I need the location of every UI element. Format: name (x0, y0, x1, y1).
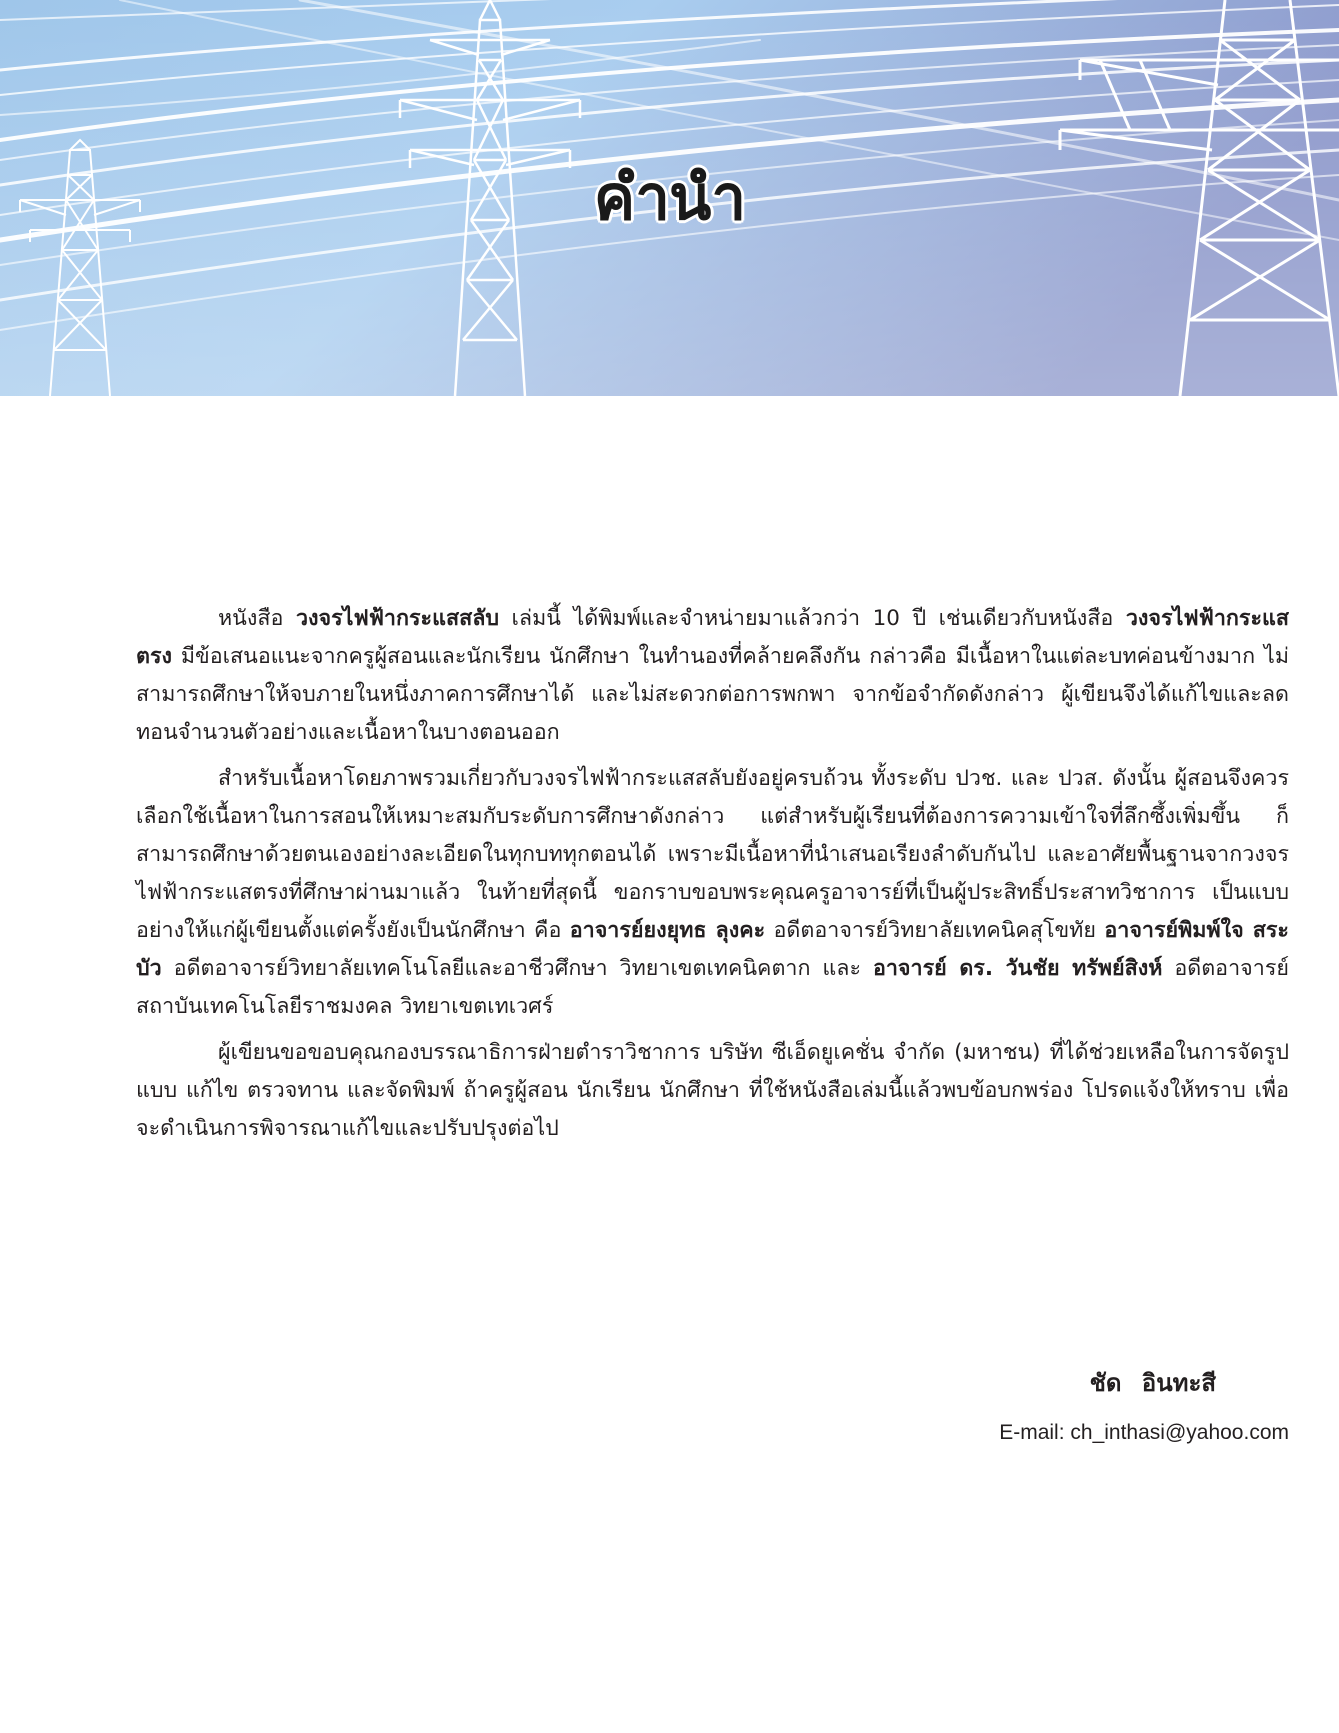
paragraph-2: สำหรับเนื้อหาโดยภาพรวมเกี่ยวกับวงจรไฟฟ้ากระแสสลับยังอยู่ครบถ้วน ทั้งระดับ ปวช. และ ปวส. ดังนั้น ผู้สอนจึงควรเลือกใช้เนื้อหาในการสอนให้เหมาะสมกับระดับการศึกษาดังกล่าว แต่สำหรับผู้เรียนที่ต้องการความเข้าใจที่ลึกซึ้งเพิ่มขึ้น ก็สามารถศึกษาด้วยตนเองอย่างละเอียดในทุกบททุกตอนได้ เพราะมีเนื้อหาที่นำเสนอเรียงลำดับกันไป และอาศัยพื้นฐานจากวงจรไฟฟ้ากระแสตรงที่ศึกษาผ่านมาแล้ว ในท้ายที่สุดนี้ ขอกราบขอบพระคุณครูอาจารย์ที่เป็นผู้ประสิทธิ์ประสาทวิชาการ เป็นแบบอย่างให้แก่ผู้เขียนตั้งแต่ครั้งยังเป็นนักศึกษา คือ อาจารย์ยงยุทธ ลุงคะ อดีตอาจารย์วิทยาลัยเทคนิคสุโขทัย อาจารย์พิมพ์ใจ สระบัว อดีตอาจารย์วิทยาลัยเทคโนโลยีและอาชีวศึกษา วิทยาเขตเทคนิคตาก และ อาจารย์ ดร. วันชัย ทรัพย์สิงห์ อดีตอาจารย์สถาบันเทคโนโลยีราชมงคล วิทยาเขตเทเวศร์ (136, 766, 1289, 1019)
paragraph-1: หนังสือ วงจรไฟฟ้ากระแสสลับ เล่มนี้ ได้พิมพ์และจำหน่ายมาแล้วกว่า 10 ปี เช่นเดียวกับหนังสือ วงจรไฟฟ้ากระแสตรง มีข้อเสนอแนะจากครูผู้สอนและนักเรียน นักศึกษา ในทำนองที่คล้ายคลึงกัน กล่าวคือ มีเนื้อหาในแต่ละบทค่อนข้างมาก ไม่สามารถศึกษาให้จบภายในหนึ่งภาคการศึกษาได้ และไม่สะดวกต่อการพกพา จากข้อจำกัดดังกล่าว ผู้เขียนจึงได้แก้ไขและลดทอนจำนวนตัวอย่างและเนื้อหาในบางตอนออก (136, 606, 1289, 745)
book-title-dc: วงจรไฟฟ้ากระแสตรง (136, 606, 1289, 669)
book-title-ac: วงจรไฟฟ้ากระแสสลับ (295, 606, 500, 631)
teacher-name-1: อาจารย์ยงยุทธ ลุงคะ (569, 918, 766, 943)
preface-body (136, 600, 1289, 1156)
page-title: คำนำ (593, 161, 746, 234)
teacher-name-2: อาจารย์พิมพ์ใจ สระบัว (136, 918, 1289, 981)
paragraph-3: ผู้เขียนขอขอบคุณกองบรรณาธิการฝ่ายตำราวิชาการ บริษัท ซีเอ็ดยูเคชั่น จำกัด (มหาชน) ที่ได้ช่วยเหลือในการจัดรูปแบบ แก้ไข ตรวจทาน และจัดพิมพ์ ถ้าครูผู้สอน นักเรียน นักศึกษา ที่ใช้หนังสือเล่มนี้แล้วพบข้อบกพร่อง โปรดแจ้งให้ทราบ เพื่อจะดำเนินการพิจารณาแก้ไขและปรับปรุงต่อไป (136, 1040, 1289, 1141)
header-banner (0, 0, 1339, 396)
author-email: E-mail: ch_inthasi@yahoo.com (999, 1421, 1289, 1444)
author-signature: ชัด อินทะสี (1089, 1369, 1216, 1397)
teacher-name-3: อาจารย์ ดร. วันชัย ทรัพย์สิงห์ (872, 956, 1163, 981)
